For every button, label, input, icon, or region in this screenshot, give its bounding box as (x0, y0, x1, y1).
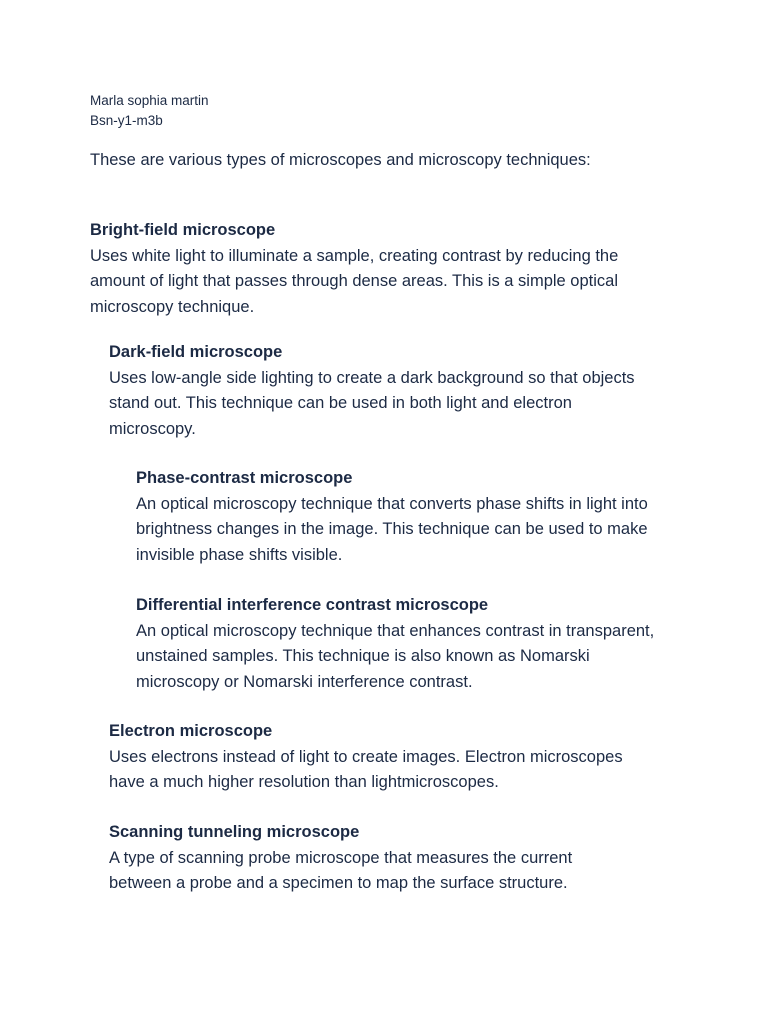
section-dark-field (109, 340, 635, 442)
section-heading: Differential interference contrast microscope (136, 596, 489, 614)
section-heading: Phase-contrast microscope (136, 469, 353, 487)
section-body-line: An optical microscopy technique that enhances contrast in transparent, (136, 621, 655, 640)
section-heading: Scanning tunneling microscope (109, 823, 360, 841)
author-class-code: Bsn-y1-m3b (90, 113, 163, 128)
section-scanning-tunneling (109, 820, 572, 897)
section-body-line: between a probe and a specimen to map the surface structure. (109, 874, 568, 893)
section-body-line: microscopy or Nomarski interference contrast. (136, 672, 473, 691)
section-heading: Bright-field microscope (90, 221, 276, 239)
section-body-line: have a much higher resolution than lightmicroscopes. (109, 773, 499, 792)
section-electron (109, 719, 623, 796)
section-body-line: unstained samples. This technique is also known as Nomarski (136, 647, 590, 666)
section-body-line: microscopy technique. (90, 297, 255, 316)
section-body-line: Uses low-angle side lighting to create a dark background so that objects (109, 368, 635, 387)
section-bright-field (90, 218, 618, 320)
intro-text: These are various types of microscopes and microscopy techniques: (90, 151, 591, 169)
section-heading: Electron microscope (109, 722, 273, 740)
section-heading: Dark-field microscope (109, 343, 283, 361)
section-body-line: amount of light that passes through dense areas. This is a simple optical (90, 272, 618, 291)
section-body-line: brightness changes in the image. This technique can be used to make (136, 520, 648, 539)
section-body-line: stand out. This technique can be used in both light and electron (109, 394, 572, 413)
section-body-line: An optical microscopy technique that converts phase shifts in light into (136, 494, 648, 513)
section-body-line: A type of scanning probe microscope that measures the current (109, 848, 573, 867)
section-body-line: microscopy. (109, 419, 196, 438)
section-phase-contrast (136, 466, 648, 568)
author-name: Marla sophia martin (90, 93, 209, 108)
section-body-line: Uses electrons instead of light to create images. Electron microscopes (109, 747, 623, 766)
section-body-line: invisible phase shifts visible. (136, 545, 343, 564)
section-dic (136, 593, 654, 695)
section-body-line: Uses white light to illuminate a sample, creating contrast by reducing the (90, 246, 619, 265)
